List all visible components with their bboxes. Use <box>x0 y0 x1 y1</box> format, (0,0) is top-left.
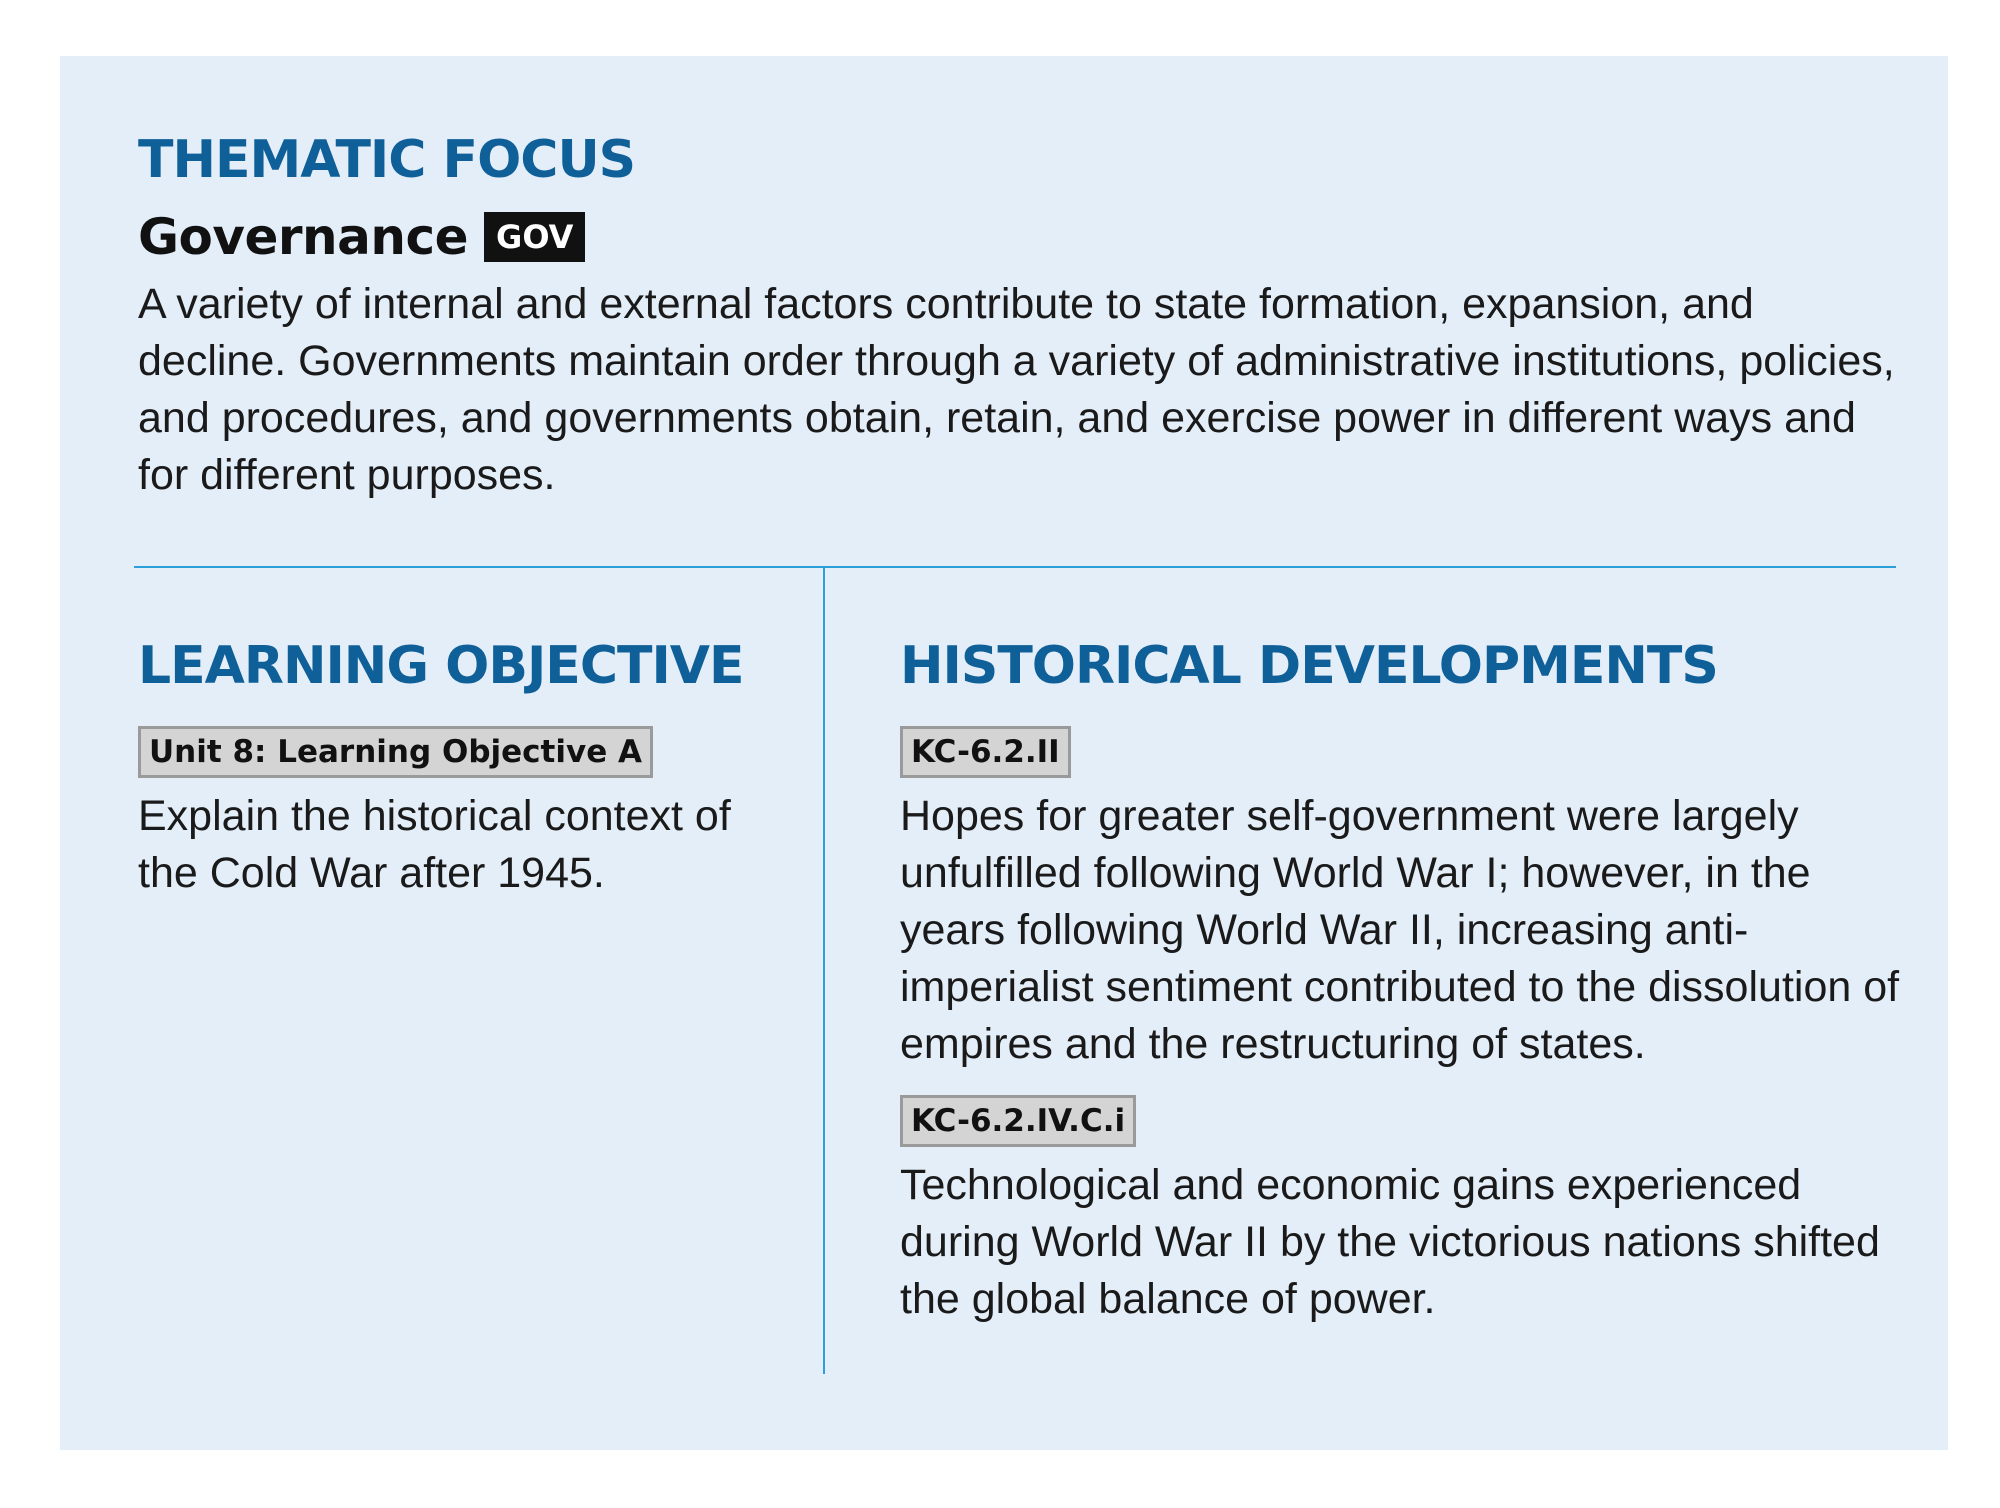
thematic-focus-text: A variety of internal and external factors contribute to state formation, expansion, and decline. Governments maintain order through a variety of administrative institutions, policies, and procedures, and governments obtain, retain, and exercise power in different ways and for different purposes. <box>138 280 1895 499</box>
vertical-divider <box>823 568 825 1374</box>
historical-developments-heading: HISTORICAL DEVELOPMENTS <box>900 636 1718 696</box>
learning-objective-text: Explain the historical context of the Cold War after 1945. <box>138 792 731 897</box>
horizontal-divider <box>134 566 1896 568</box>
learning-objective-section <box>138 636 788 902</box>
gov-badge: GOV <box>484 212 585 262</box>
info-panel <box>60 56 1948 1450</box>
learning-objective-tag: Unit 8: Learning Objective A <box>138 726 653 778</box>
development-text: Hopes for greater self-government were largely unfulfilled following World War I; however, in the years following World War II, increasing anti-imperialist sentiment contributed to the dissolution of empires and the restructuring of states. <box>900 792 1900 1068</box>
development-item <box>900 1073 1910 1328</box>
development-item <box>900 696 1910 1073</box>
development-tag: KC-6.2.II <box>900 726 1071 778</box>
development-tag: KC-6.2.IV.C.i <box>900 1095 1136 1147</box>
historical-developments-section <box>900 636 1910 1328</box>
subheading-row <box>138 208 1898 266</box>
thematic-focus-section <box>138 130 1898 504</box>
learning-objective-heading: LEARNING OBJECTIVE <box>138 636 744 696</box>
thematic-focus-heading: THEMATIC FOCUS <box>138 130 636 190</box>
governance-subheading: Governance <box>138 208 469 266</box>
development-text: Technological and economic gains experienced during World War II by the victorious nations shifted the global balance of power. <box>900 1161 1880 1323</box>
